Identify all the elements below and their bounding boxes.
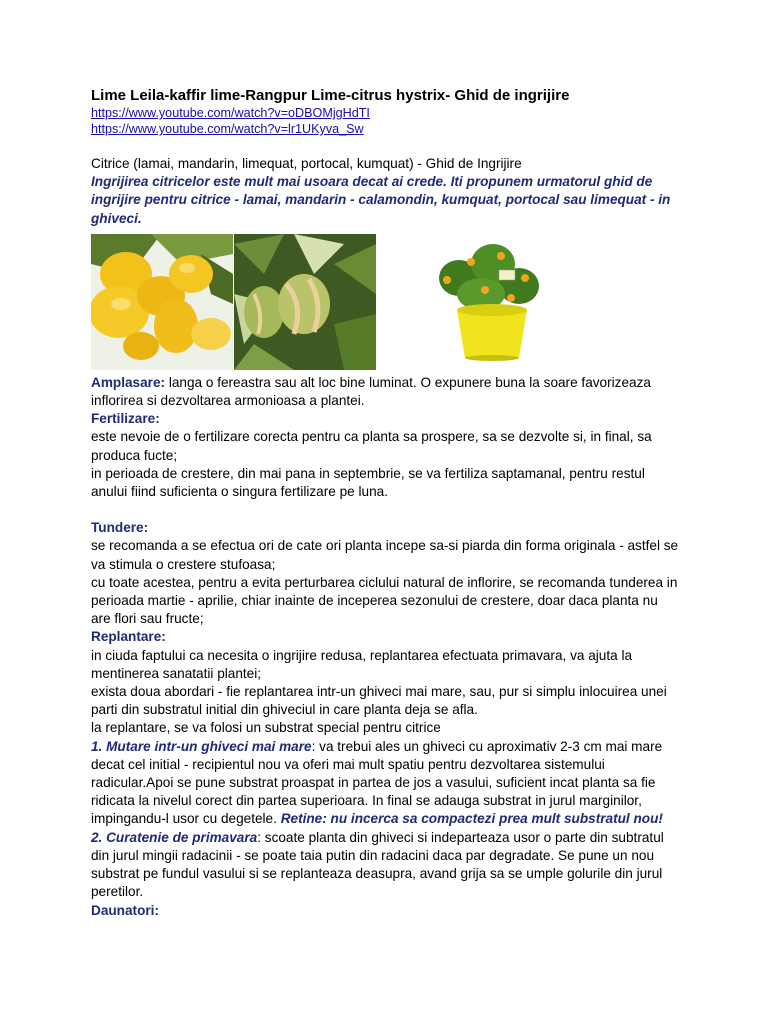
document-title: Lime Leila-kaffir lime-Rangpur Lime-citrus hystrix- Ghid de ingrijire bbox=[91, 87, 570, 104]
step-2-label: 2. Curatenie de primavara bbox=[91, 829, 258, 845]
replantare-step-1 bbox=[91, 738, 681, 829]
step-1-text: : va trebui ales un ghiveci cu aproximativ 2-3 cm mai mare decat cel initial - recipientul nou va oferi mai mult spatiu pentru dezvoltarea sistemului radicular.Apoi se pune substrat proaspat in partea de jos a vasului, suficient incat planta sa fie ridicata la nivelul corect din partea superioara. In final se adauga substrat in jurul marginilor, impingandu-l usor cu degetele. bbox=[91, 738, 663, 827]
document-content bbox=[91, 86, 681, 920]
variegated-lemon-photo bbox=[234, 234, 376, 370]
replantare-line: exista doua abordari - fie replantarea intr-un ghiveci mai mare, sau, pur si simplu inlocuirea unei parti din substratul initial din ghiveciul in care planta deja se afla. bbox=[91, 684, 667, 718]
tundere-line: se recomanda a se efectua ori de cate ori planta incepe sa-si piarda din forma originala - astfel se va stimula o crestere stufoasa; bbox=[91, 538, 679, 572]
potted-citrus-photo bbox=[421, 234, 561, 370]
intro-paragraph: Ingrijirea citricelor este mult mai usoara decat ai crede. Iti propunem urmatorul ghid de ingrijire pentru citrice - lamai, mandarin - calamondin, kumquat, portocal sau limequat - in ghiveci. bbox=[91, 174, 671, 226]
replantare-step-2 bbox=[91, 829, 681, 902]
youtube-link-1[interactable]: https://www.youtube.com/watch?v=oDBOMjgHdTI bbox=[91, 106, 370, 120]
tundere-line: cu toate acestea, pentru a evita perturbarea ciclului natural de inflorire, se recomanda tunderea in perioada martie - aprilie, chiar inainte de inceperea sezonului de crestere, doar daca planta nu are flori sau fructe; bbox=[91, 574, 678, 627]
lemons-photo bbox=[91, 234, 233, 370]
amplasare-paragraph bbox=[91, 374, 681, 410]
replantare-line: la replantare, se va folosi un substrat special pentru citrice bbox=[91, 720, 441, 736]
image-row bbox=[91, 234, 681, 370]
daunatori-heading: Daunatori: bbox=[91, 902, 159, 918]
replantare-line: in ciuda faptului ca necesita o ingrijire redusa, replantarea efectuata primavara, va ajuta la mentinerea sanatatii plantei; bbox=[91, 647, 633, 681]
amplasare-text: langa o fereastra sau alt loc bine luminat. O expunere buna la soare favorizeaza inflorirea si dezvoltarea armonioasa a plantei. bbox=[91, 374, 651, 409]
step-2-text: : scoate planta din ghiveci si indeparteaza usor o parte din subtratul din jurul mingii radacinii - se poate taia putin din radacini daca par degradate. Se pune un nou substrat pe fundul vasului si se replanteaza deasupra, avand grija sa se umple golurile din jurul peretilor. bbox=[91, 829, 664, 900]
fertilizare-line: in perioada de crestere, din mai pana in septembrie, se va fertiliza saptamanal, pentru restul anului fiind suficienta o singura fertilizare pe luna. bbox=[91, 465, 645, 500]
tundere-heading: Tundere: bbox=[91, 520, 149, 536]
subtitle: Citrice (lamai, mandarin, limequat, portocal, kumquat) - Ghid de Ingrijire bbox=[91, 156, 522, 171]
spacer bbox=[91, 501, 681, 519]
replantare-heading: Replantare: bbox=[91, 629, 166, 645]
step-1-note: Retine: nu incerca sa compactezi prea mult substratul nou! bbox=[280, 811, 663, 827]
amplasare-label: Amplasare: bbox=[91, 374, 166, 390]
step-1-label: 1. Mutare intr-un ghiveci mai mare bbox=[91, 738, 312, 754]
fertilizare-heading: Fertilizare: bbox=[91, 411, 160, 427]
youtube-link-2[interactable]: https://www.youtube.com/watch?v=lr1UKyva_Sw bbox=[91, 122, 364, 136]
fertilizare-line: este nevoie de o fertilizare corecta pentru ca planta sa prospere, sa se dezvolte si, in final, sa produca fucte; bbox=[91, 429, 652, 463]
spacer bbox=[91, 137, 681, 155]
